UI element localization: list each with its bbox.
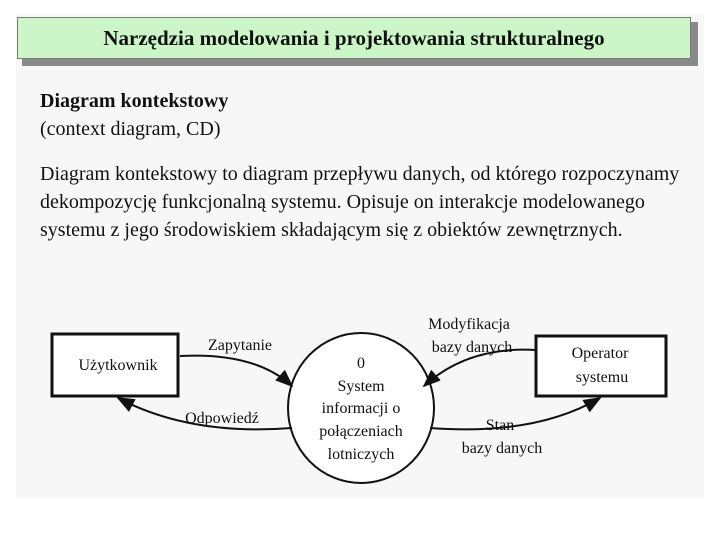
flow-state-label-line1: Stan [485, 417, 515, 434]
flow-answer-label: Odpowiedź [185, 410, 259, 427]
section-subheading: (context diagram, CD) [40, 118, 221, 140]
flow-modification-label-line1: Modyfikacja [428, 316, 510, 333]
entity-operator-label-line1: Operator [571, 345, 629, 362]
flow-query-arrow [180, 356, 292, 386]
flow-state-arrow [430, 398, 600, 429]
process-label-line2: informacji o [321, 400, 401, 417]
entity-user-label: Użytkownik [78, 357, 158, 374]
entity-operator-label-line2: systemu [575, 369, 629, 386]
process-label-line3: połączeniach [319, 423, 403, 440]
description-paragraph: Diagram kontekstowy to diagram przepływu danych, od którego rozpoczynamy dekompozycję funkcjonalną systemu. Opisuje on interakcje modelowanego systemu z jego środowiskiem składającym się z obiektów zewnętrznych. [40, 163, 680, 241]
section-heading: Diagram kontekstowy [40, 90, 229, 112]
flow-query-label: Zapytanie [208, 337, 272, 354]
process-label-line4: lotniczych [327, 446, 395, 463]
process-number: 0 [357, 355, 365, 372]
process-label-line1: System [337, 378, 385, 395]
flow-state-label-line2: bazy danych [461, 440, 543, 457]
flow-modification-label-line2: bazy danych [431, 339, 513, 356]
slide-title: Narzędzia modelowania i projektowania strukturalnego [103, 25, 605, 50]
